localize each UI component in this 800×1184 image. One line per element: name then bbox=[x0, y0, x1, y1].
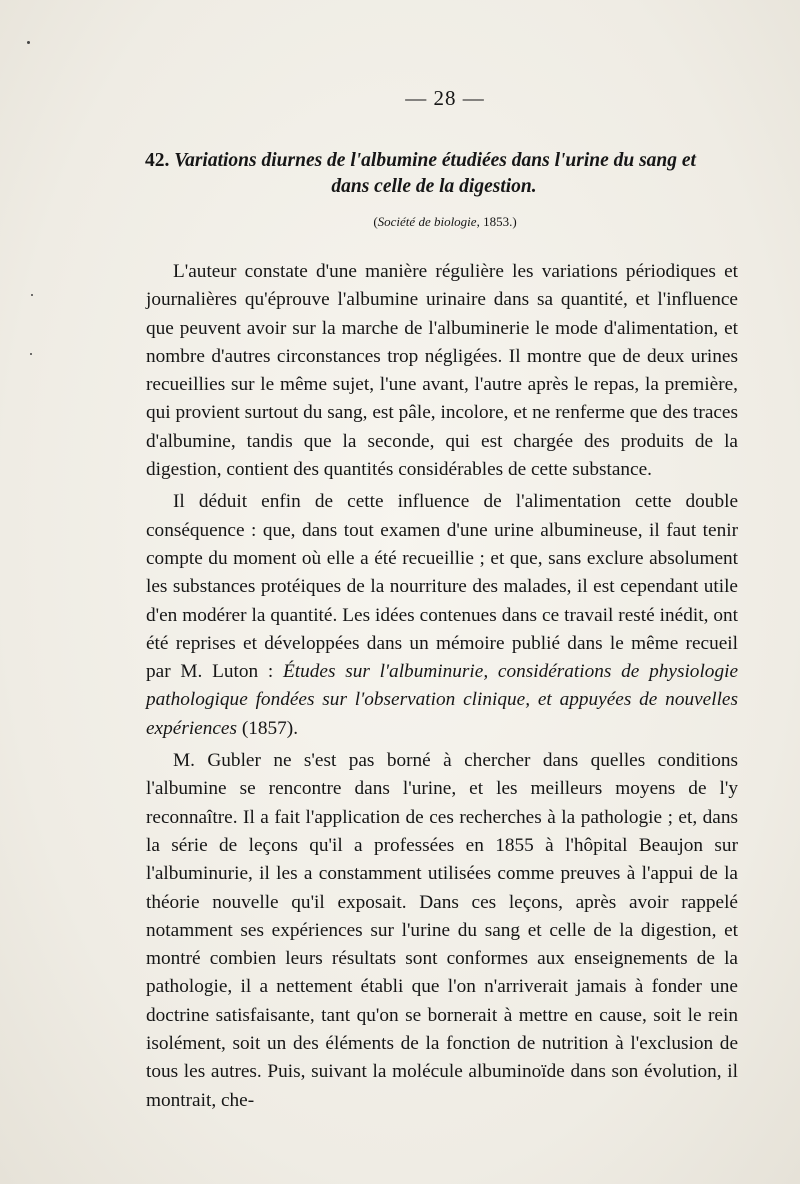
paragraph-1: L'auteur constate d'une manière régulière les variations périodiques et journalières qu'éprouve l'albumine urinaire dans sa quantité, et l'influence que peuvent avoir sur la marche de l'albuminerie le mode d'alimentation, et nombre d'autres circonstances trop négligées. Il montre que de deux urines recueillies sur le même sujet, l'une avant, l'autre après le repas, la première, qui provient surtout du sang, est pâle, incolore, et ne renferme que des traces d'albumine, tandis que la seconde, qui est chargée des produits de la digestion, contient des quantités considérables de cette substance. bbox=[146, 261, 738, 481]
article-source bbox=[0, 214, 800, 230]
paragraph-3: M. Gubler ne s'est pas borné à chercher dans quelles conditions l'albumine se rencontre dans l'urine, et les meilleurs moyens de l'y reconnaître. Il a fait l'application de ces recherches à la pathologie ; et, dans la série de leçons qu'il a professées en 1855 à l'hôpital Beaujon sur l'albuminurie, il les a constamment utilisées comme preuves à l'appui de la théorie nouvelle qu'il exposait. Dans ces leçons, après avoir rappelé notamment ses expériences sur l'urine du sang et celle de la digestion, et montré combien leurs résultats sont conformes aux enseignements de la pathologie, il a nettement établi que l'on n'arriverait jamais à fonder une doctrine satisfaisante, tant qu'on se bornerait à mettre en cause, soit le rein isolément, soit un des éléments de la fonction de nutrition à l'exclusion de tous les autres. Puis, suivant la molécule albuminoïde dans son évolution, il montrait, che- bbox=[146, 750, 738, 1111]
source-year: , 1853.) bbox=[476, 214, 517, 229]
article-title-line1: Variations diurnes de l'albumine étudiées dans l'urine du sang et bbox=[174, 150, 696, 171]
source-name: Société de biologie bbox=[377, 214, 477, 229]
article-heading bbox=[145, 148, 763, 200]
print-speck bbox=[30, 353, 32, 355]
cited-work-title: Études sur l'albuminurie, considérations de physiologie pathologique fondées sur l'observation clinique, et appuyées de nouvelles expériences bbox=[146, 661, 738, 739]
source-open: ( bbox=[373, 214, 378, 229]
paragraph-2 bbox=[146, 488, 738, 743]
paragraph-2-text: Il déduit enfin de cette influence de l'alimentation cette double conséquence : que, dans tout examen d'une urine albumineuse, il faut tenir compte du moment où elle a été recueillie ; et que, sans exclure absolument les substances protéiques de la nourriture des malades, il est cependant utile d'en modérer la quantité. Les idées contenues dans ce travail resté inédit, ont été reprises et développées dans un mémoire publié dans le même recueil par M. Luton : bbox=[146, 491, 738, 683]
paragraph-2-end: (1857). bbox=[237, 717, 299, 739]
page-number: — 28 — bbox=[405, 86, 485, 110]
body-text bbox=[146, 258, 738, 1115]
article-title-line2: dans celle de la digestion. bbox=[331, 176, 537, 197]
print-speck bbox=[27, 41, 30, 44]
print-speck bbox=[31, 294, 33, 296]
article-number: 42. bbox=[145, 150, 170, 171]
